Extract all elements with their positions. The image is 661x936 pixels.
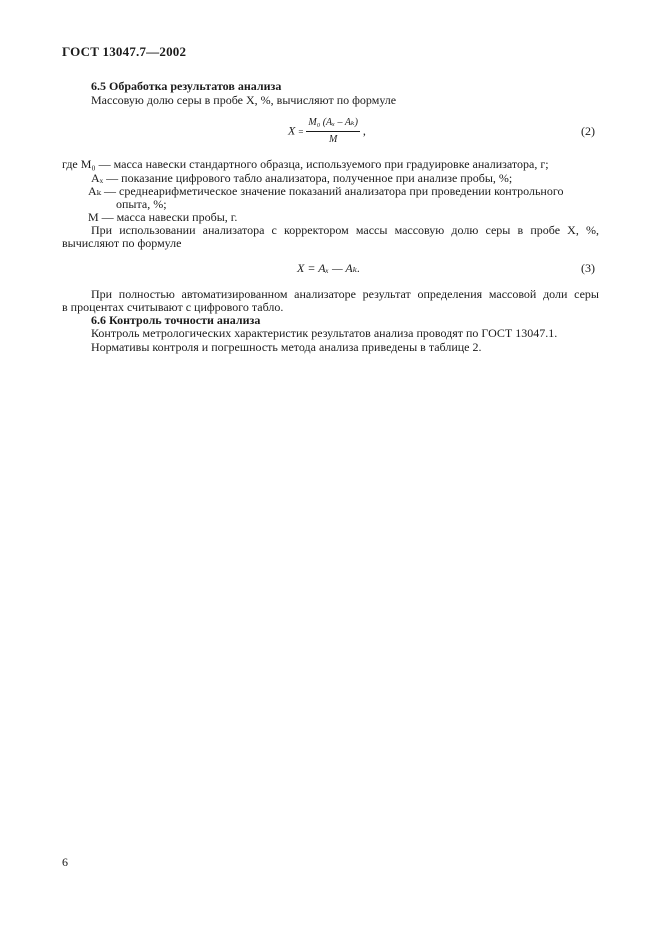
section-6-5-intro: Массовую долю серы в пробе X, %, вычисляют по формуле: [91, 93, 397, 107]
where-ak: Aₖ — среднеарифметическое значение показаний анализатора при проведении контрольного: [88, 184, 564, 198]
document-header: ГОСТ 13047.7—2002: [62, 44, 187, 59]
formula-2-denominator: M: [329, 134, 338, 145]
formula-2-trail: ,: [362, 123, 366, 138]
formula-2-numerator: M₀ (Aₓ – Aₖ): [306, 116, 360, 132]
section-6-6-title: 6.6 Контроль точности анализа: [91, 313, 261, 327]
formula-2-op: =: [298, 126, 304, 137]
corrector-para-line1: При использовании анализатора с корректором массы массовую долю серы в пробе X, %,: [91, 223, 599, 237]
where-m0: где M₀ — масса навески стандартного образца, используемого при градуировке анализатора, г;: [62, 157, 549, 171]
where-ax: Aₓ — показание цифрового табло анализатора, полученное при анализе пробы, %;: [91, 171, 513, 185]
formula-3: X = Aₓ — Aₖ.: [297, 261, 361, 275]
formula-2-lhs: X: [288, 123, 296, 138]
auto-para-line2: в процентах считывают с цифрового табло.: [62, 300, 284, 314]
formula-2-fraction: [306, 116, 360, 147]
section-6-6-para1: Контроль метрологических характеристик результатов анализа проводят по ГОСТ 13047.1.: [91, 326, 558, 340]
section-6-6-para2: Нормативы контроля и погрешность метода анализа приведены в таблице 2.: [91, 340, 482, 354]
where-m: M — масса навески пробы, г.: [88, 210, 238, 224]
auto-para-line1: При полностью автоматизированном анализаторе результат определения массовой доли серы: [91, 287, 599, 301]
formula-2-number: (2): [581, 124, 595, 138]
formula-2: [288, 116, 366, 147]
where-ak-cont: опыта, %;: [116, 197, 167, 211]
formula-3-number: (3): [581, 261, 595, 275]
section-6-5-title: 6.5 Обработка результатов анализа: [91, 79, 282, 93]
page-number: 6: [62, 855, 68, 869]
corrector-para-line2: вычисляют по формуле: [62, 236, 182, 250]
